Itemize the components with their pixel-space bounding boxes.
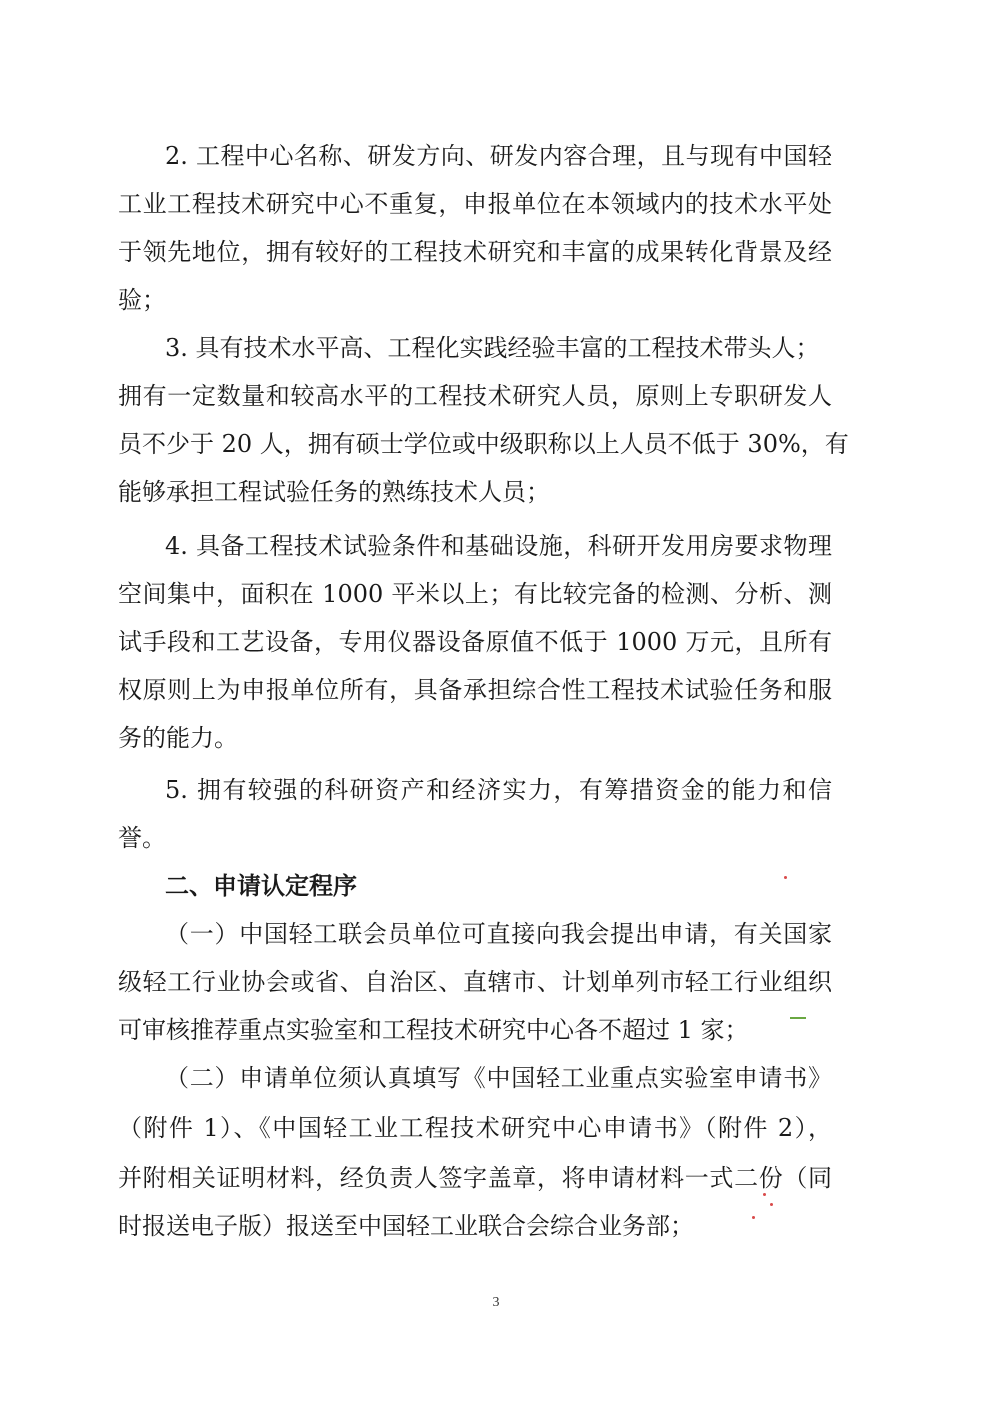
paragraph-4-line-4: 权原则上为申报单位所有，具备承担综合性工程技术试验任务和服 — [118, 676, 832, 704]
paragraph-2-line-3: 于领先地位，拥有较好的工程技术研究和丰富的成果转化背景及经 — [118, 238, 832, 266]
procedure-2-line-2: （附件 1）、《中国轻工业工程技术研究中心申请书》（附件 2）， — [118, 1114, 832, 1142]
procedure-1-line-3: 可审核推荐重点实验室和工程技术研究中心各不超过 1 家； — [118, 1016, 749, 1044]
procedure-1-line-2: 级轻工行业协会或省、自治区、直辖市、计划单列市轻工行业组织 — [118, 968, 832, 996]
section-heading: 二、申请认定程序 — [165, 872, 357, 900]
paragraph-4-line-1: 4. 具备工程技术试验条件和基础设施，科研开发用房要求物理 — [165, 532, 832, 560]
paragraph-4-line-2: 空间集中，面积在 1000 平米以上；有比较完备的检测、分析、测 — [118, 580, 832, 608]
paragraph-3-line-2: 拥有一定数量和较高水平的工程技术研究人员，原则上专职研发人 — [118, 382, 832, 410]
paragraph-3-line-1: 3. 具有技术水平高、工程化实践经验丰富的工程技术带头人； — [165, 334, 820, 362]
scan-speck — [752, 1216, 755, 1219]
procedure-2-line-1: （二）申请单位须认真填写《中国轻工业重点实验室申请书》 — [165, 1064, 832, 1092]
paragraph-2-line-1: 2. 工程中心名称、研发方向、研发内容合理，且与现有中国轻 — [165, 142, 832, 170]
paragraph-5-line-1: 5. 拥有较强的科研资产和经济实力，有筹措资金的能力和信 — [165, 776, 832, 804]
paragraph-4-line-3: 试手段和工艺设备，专用仪器设备原值不低于 1000 万元，且所有 — [118, 628, 832, 656]
procedure-1-line-1: （一）中国轻工联会员单位可直接向我会提出申请，有关国家 — [165, 920, 832, 948]
paragraph-3-line-3: 员不少于 20 人，拥有硕士学位或中级职称以上人员不低于 30%，有 — [118, 430, 849, 458]
paragraph-4-line-5: 务的能力。 — [118, 724, 238, 752]
paragraph-5-line-2: 誉。 — [118, 824, 166, 852]
procedure-2-line-3: 并附相关证明材料，经负责人签字盖章，将申请材料一式二份（同 — [118, 1164, 832, 1192]
paragraph-2-line-2: 工业工程技术研究中心不重复，申报单位在本领域内的技术水平处 — [118, 190, 832, 218]
scan-speck — [763, 1193, 766, 1196]
scan-speck — [770, 1203, 773, 1206]
procedure-2-line-4: 时报送电子版）报送至中国轻工业联合会综合业务部； — [118, 1212, 694, 1240]
scan-mark — [790, 1017, 806, 1019]
page-number: 3 — [492, 1295, 500, 1310]
paragraph-3-line-4: 能够承担工程试验任务的熟练技术人员； — [118, 478, 550, 506]
paragraph-2-line-4: 验； — [118, 286, 166, 314]
scan-speck — [784, 876, 787, 879]
